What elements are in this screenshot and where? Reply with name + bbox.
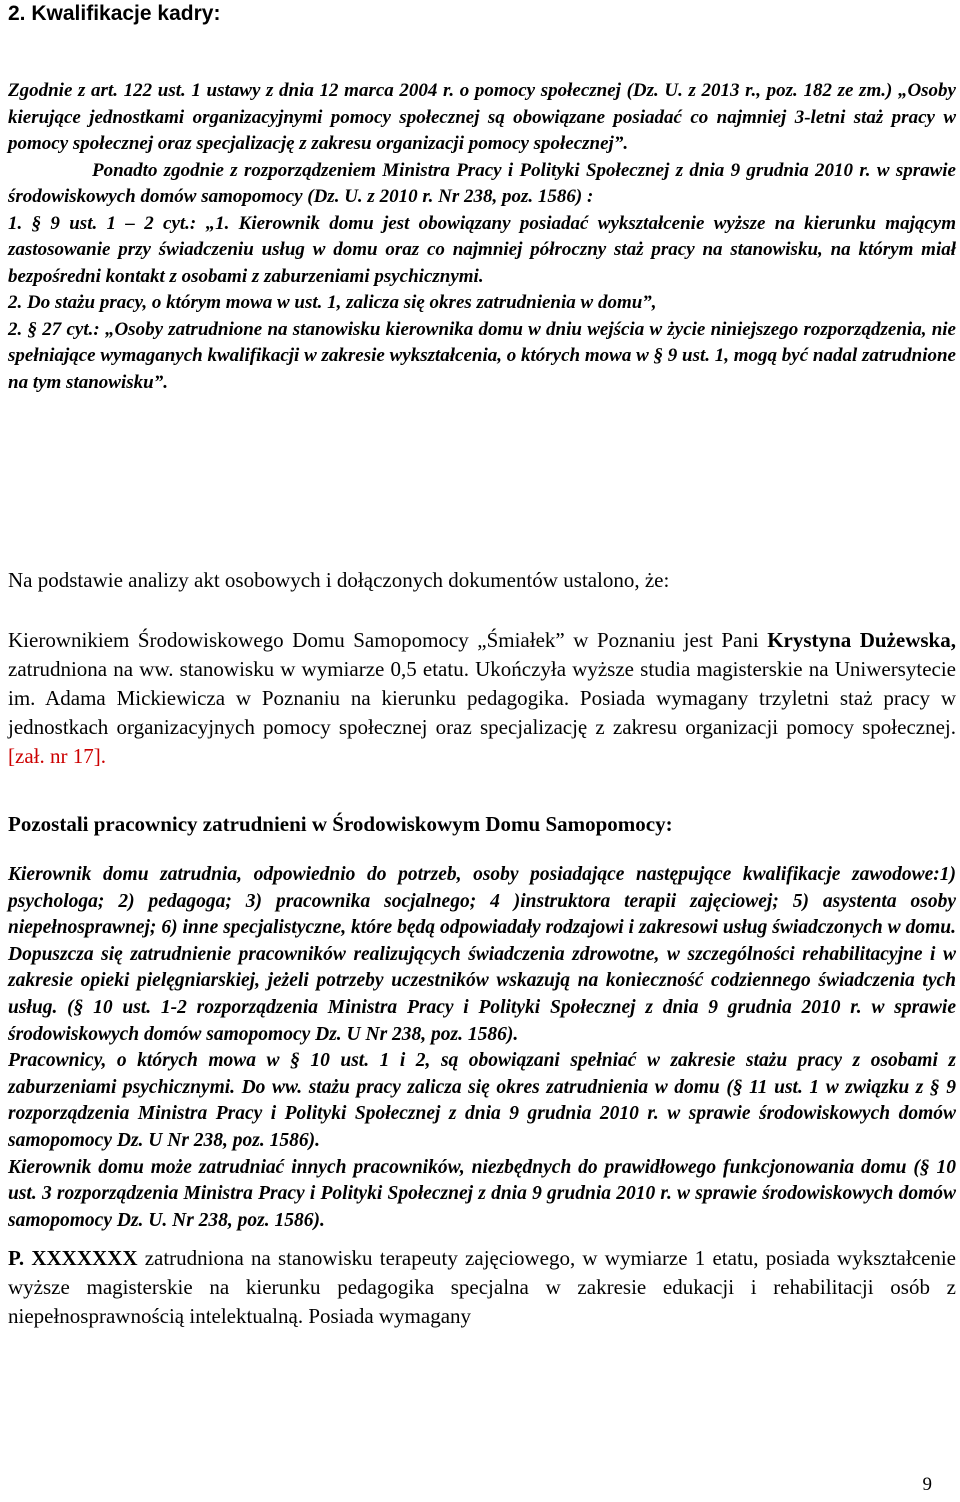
therapist-details: zatrudniona na stanowisku terapeuty zajęciowego, w wymiarze 1 etatu, posiada wykształcenie wyższe magisterskie na kierunku pedagogika specjalna w zakresie edukacji i rehabilitacji osób z niepełnosprawnością intelektualną. Posiada wymagany	[8, 1246, 957, 1328]
law-paragraph-4: 2. Do stażu pracy, o którym mowa w ust. 1, zalicza się okres zatrudnienia w domu”,	[8, 292, 657, 313]
section-heading: 2. Kwalifikacje kadry:	[8, 2, 221, 25]
law-paragraph-3: 1. § 9 ust. 1 – 2 cyt.: „1. Kierownik domu jest obowiązany posiadać wykształcenie wyższe na kierunku mającym zastosowanie przy świadczeniu usług w domu oraz co najmniej półroczny staż pracy na stanowisku, na którym miał bezpośredni kontakt z osobami z zaburzeniami psychicznymi.	[8, 212, 956, 287]
findings-intro: Na podstawie analizy akt osobowych i dołączonych dokumentów ustalono, że:	[8, 568, 670, 592]
qualifications-paragraph-2: Pracownicy, o których mowa w § 10 ust. 1 i 2, są obowiązani spełniać w zakresie stażu pracy z osobami z zaburzeniami psychicznymi. Do ww. stażu pracy zalicza się okres zatrudnienia w domu (§ 11 ust. 1 w związku z § 9 rozporządzenia Ministra Pracy i Polityki Społecznej z dnia 9 grudnia 2010 r. w sprawie środowiskowych domów samopomocy Dz. U Nr 238, poz. 1586).	[8, 1050, 956, 1151]
attachment-reference: [zał. nr 17].	[8, 744, 106, 768]
director-name: Krystyna Dużewska,	[767, 628, 956, 652]
qualifications-block	[8, 862, 956, 1234]
law-citation-block	[8, 78, 956, 396]
director-lead: Kierownikiem Środowiskowego Domu Samopomocy „Śmiałek” w Poznaniu jest Pani	[8, 628, 768, 652]
page-number: 9	[922, 1474, 932, 1495]
therapist-name: P. XXXXXXX	[8, 1246, 138, 1270]
law-paragraph-1: Zgodnie z art. 122 ust. 1 ustawy z dnia 12 marca 2004 r. o pomocy społecznej (Dz. U. z 2013 r., poz. 182 ze zm.) „Osoby kierujące jednostkami organizacyjnymi pomocy społecznej są obowiązane posiadać co najmniej 3-letni staż pracy w pomocy społecznej oraz specjalizację z zakresu organizacji pomocy społecznej”.	[8, 80, 956, 154]
law-paragraph-2: Ponadto zgodnie z rozporządzeniem Ministra Pracy i Polityki Społecznej z dnia 9 grudnia 2010 r. w sprawie środowiskowych domów samopomocy (Dz. U. z 2010 r. Nr 238, poz. 1586) :	[8, 159, 956, 207]
qualifications-paragraph-1: Kierownik domu zatrudnia, odpowiednio do potrzeb, osoby posiadające następujące kwalifikacje zawodowe:1) psychologa; 2) pedagoga; 3) pracownika socjalnego; 4 )instruktora terapii zajęciowej; 5) asystenta osoby niepełnosprawnej; 6) inne specjalistyczne, które będą odpowiadały rodzajowi i zakresowi usług świadczonych w domu. Dopuszcza się zatrudnienie pracowników realizujących świadczenia zdrowotne, w szczególności rehabilitacyjne i w zakresie opieki pielęgniarskiej, jeżeli potrzeby uczestników wskazują na konieczność codziennego świadczenia tych usług. (§ 10 ust. 1-2 rozporządzenia Ministra Pracy i Polityki Społecznej z dnia 9 grudnia 2010 r. w sprawie środowiskowych domów samopomocy Dz. U Nr 238, poz. 1586).	[8, 864, 956, 1045]
therapist-paragraph	[8, 1244, 956, 1331]
director-paragraph	[8, 626, 956, 771]
director-details: zatrudniona na ww. stanowisku w wymiarze 0,5 etatu. Ukończyła wyższe studia magisterskie na Uniwersytecie im. Adama Mickiewicza w Poznaniu na kierunku pedagogika. Posiada wymagany trzyletni staż pracy w jednostkach organizacyjnych pomocy społecznej oraz specjalizację z zakresu organizacji pomocy społecznej.	[8, 657, 956, 739]
qualifications-paragraph-3: Kierownik domu może zatrudniać innych pracowników, niezbędnych do prawidłowego funkcjonowania domu (§ 10 ust. 3 rozporządzenia Ministra Pracy i Polityki Społecznej z dnia 9 grudnia 2010 r. w sprawie środowiskowych domów samopomocy Dz. U. Nr 238, poz. 1586).	[8, 1156, 956, 1231]
other-staff-heading: Pozostali pracownicy zatrudnieni w Środowiskowym Domu Samopomocy:	[8, 812, 673, 836]
law-paragraph-5: 2. § 27 cyt.: „Osoby zatrudnione na stanowisku kierownika domu w dniu wejścia w życie niniejszego rozporządzenia, nie spełniające wymaganych kwalifikacji w zakresie wykształcenia, o których mowa w § 9 ust. 1, mogą być nadal zatrudnione na tym stanowisku”.	[8, 318, 956, 393]
